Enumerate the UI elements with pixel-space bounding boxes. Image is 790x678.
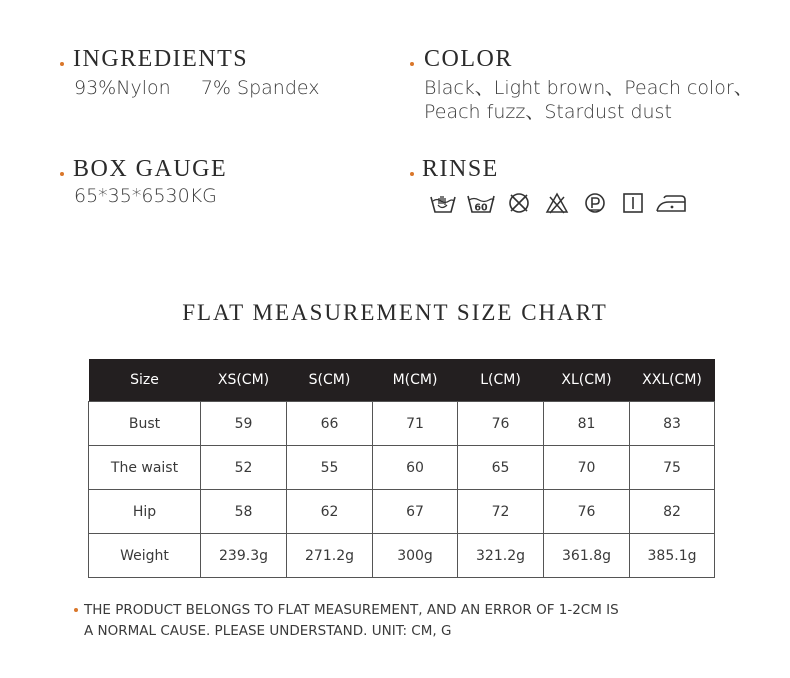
do-not-bleach-icon [538,190,576,216]
line-dry-icon [614,190,652,216]
table-row [89,402,715,446]
table-cell: 59 [201,402,287,446]
table-cell: 385.1g [630,534,715,578]
table-cell: 300g [373,534,458,578]
professional-dry-clean-p-icon [576,190,614,216]
table-cell: 71 [373,402,458,446]
note-line-2: A NORMAL CAUSE. PLEASE UNDERSTAND. UNIT: CM, G [84,623,452,639]
table-row [89,446,715,490]
table-cell: 67 [373,490,458,534]
ingredients-value: 93%Nylon 7% Spandex [74,77,320,99]
color-bullet [410,62,414,66]
row-label: The waist [89,446,201,490]
color-value-line1: Black、Light brown、Peach color、 [424,77,753,99]
size-chart-title: FLAT MEASUREMENT SIZE CHART [182,300,608,325]
box-gauge-heading: BOX GAUGE [73,156,228,182]
color-value-line2: Peach fuzz、Stardust dust [424,101,672,123]
table-row [89,490,715,534]
size-table [88,359,715,578]
table-cell: 66 [287,402,373,446]
row-label: Weight [89,534,201,578]
row-label: Bust [89,402,201,446]
do-not-tumble-dry-icon [500,190,538,216]
wash-60-icon [462,190,500,216]
ingredients-heading: INGREDIENTS [73,46,249,72]
table-cell: 321.2g [458,534,544,578]
rinse-bullet [410,172,414,176]
wash-temp-label: 60 [474,202,488,214]
table-cell: 83 [630,402,715,446]
measurement-note [84,600,644,642]
table-header-cell: M(CM) [373,359,458,402]
table-cell: 81 [544,402,630,446]
table-header-cell: XL(CM) [544,359,630,402]
note-line-1: THE PRODUCT BELONGS TO FLAT MEASUREMENT, AND AN ERROR OF 1-2CM IS [84,602,619,618]
table-header-cell: Size [89,359,201,402]
ingredients-bullet [60,62,64,66]
table-cell: 58 [201,490,287,534]
table-header-row [89,359,715,402]
care-icons [424,190,690,216]
table-cell: 52 [201,446,287,490]
table-header-cell: XS(CM) [201,359,287,402]
rinse-heading: RINSE [422,156,499,182]
table-cell: 60 [373,446,458,490]
table-header-cell: S(CM) [287,359,373,402]
table-cell: 361.8g [544,534,630,578]
table-cell: 62 [287,490,373,534]
table-row [89,534,715,578]
table-cell: 70 [544,446,630,490]
box-gauge-bullet [60,172,64,176]
row-label: Hip [89,490,201,534]
table-cell: 82 [630,490,715,534]
hand-wash-icon [424,190,462,216]
table-cell: 65 [458,446,544,490]
table-cell: 76 [544,490,630,534]
table-cell: 55 [287,446,373,490]
table-cell: 75 [630,446,715,490]
box-gauge-value: 65*35*6530KG [74,185,217,207]
table-cell: 76 [458,402,544,446]
note-bullet [74,608,78,612]
table-header-cell: XXL(CM) [630,359,715,402]
iron-low-icon [652,190,690,216]
table-cell: 239.3g [201,534,287,578]
table-header-cell: L(CM) [458,359,544,402]
table-cell: 72 [458,490,544,534]
color-heading: COLOR [424,46,513,72]
table-cell: 271.2g [287,534,373,578]
